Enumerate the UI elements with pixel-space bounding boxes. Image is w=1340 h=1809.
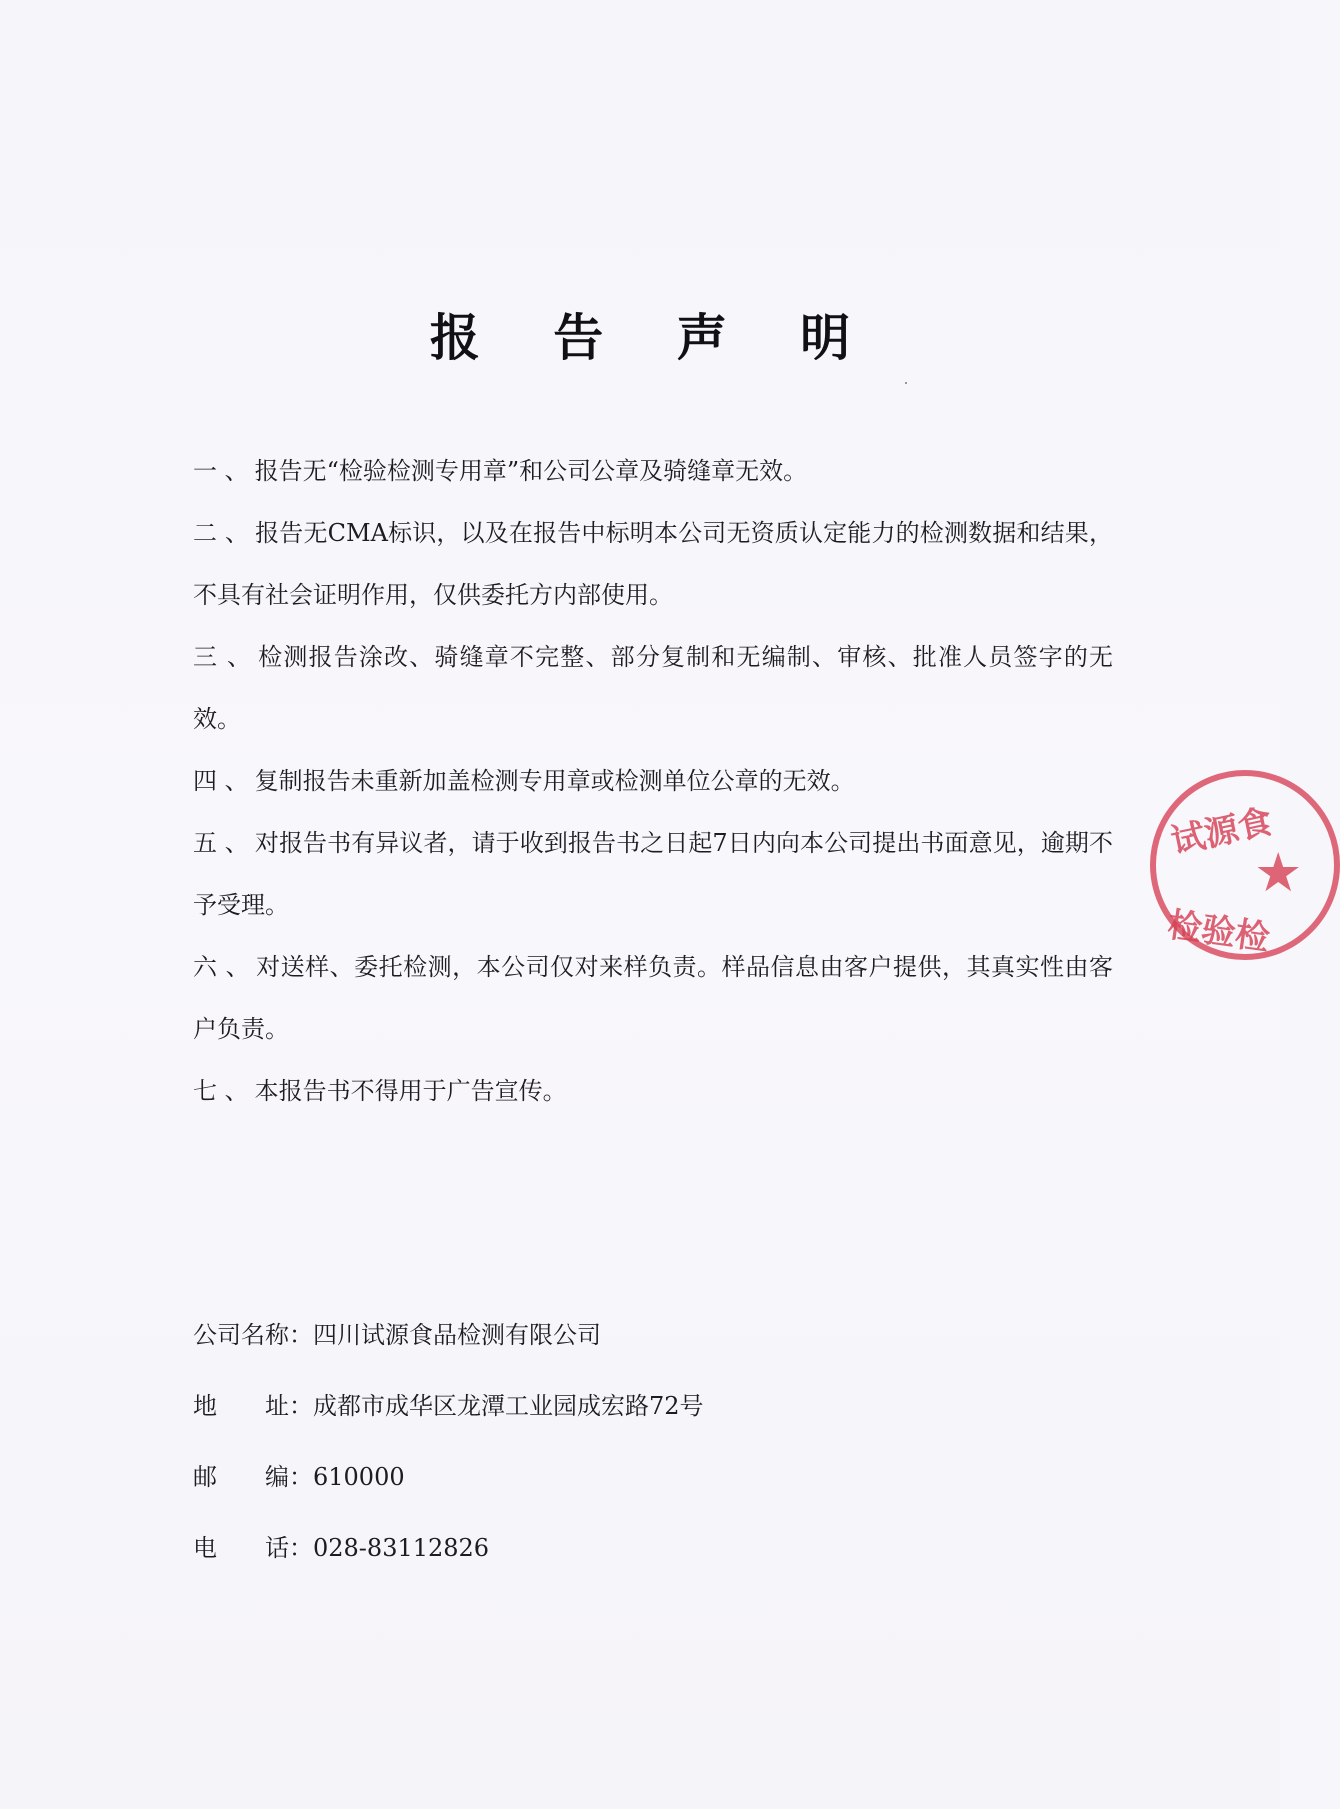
seal-text-top: 试源食 — [1167, 801, 1276, 863]
address-label: 地 址： — [193, 1392, 313, 1420]
paper-speck — [905, 382, 907, 384]
clause-item — [193, 1060, 1113, 1122]
clause-number: 七 、 — [193, 1077, 249, 1105]
company-name-value: 四川试源食品检测有限公司 — [313, 1321, 601, 1349]
postcode-row — [193, 1442, 1093, 1513]
star-icon: ★ — [1254, 841, 1303, 904]
clause-text: 对送样、委托检测，本公司仅对来样负责。样品信息由客户提供，其真实性由客户负责。 — [193, 953, 1113, 1043]
clause-item — [193, 812, 1113, 936]
clause-text: 报告无CMA标识，以及在报告中标明本公司无资质认定能力的检测数据和结果，不具有社会证明作用，仅供委托方内部使用。 — [193, 519, 1113, 609]
phone-label: 电 话： — [193, 1534, 313, 1562]
phone-row — [193, 1513, 1093, 1584]
clause-text: 本报告书不得用于广告宣传。 — [254, 1077, 567, 1105]
clause-number: 三 、 — [193, 643, 253, 671]
page-title: 报 告 声 明 — [429, 309, 879, 367]
clause-list — [193, 440, 1113, 1122]
company-info — [193, 1300, 1093, 1584]
clause-number: 一 、 — [193, 457, 249, 485]
clause-item — [193, 502, 1113, 626]
postcode-label: 邮 编： — [193, 1463, 313, 1491]
clause-item — [193, 626, 1113, 750]
clause-number: 六 、 — [193, 953, 251, 981]
clause-number: 五 、 — [193, 829, 249, 857]
clause-item — [193, 750, 1113, 812]
company-name-label: 公司名称： — [193, 1321, 313, 1349]
clause-text: 对报告书有异议者，请于收到报告书之日起7日内向本公司提出书面意见，逾期不予受理。 — [193, 829, 1113, 919]
company-name-row — [193, 1300, 1093, 1371]
clause-text: 报告无“检验检测专用章”和公司公章及骑缝章无效。 — [254, 457, 808, 485]
clause-item — [193, 936, 1113, 1060]
postcode-value: 610000 — [313, 1463, 405, 1491]
phone-value: 028-83112826 — [313, 1534, 490, 1562]
clause-item — [193, 440, 1113, 502]
address-row — [193, 1371, 1093, 1442]
address-value: 成都市成华区龙潭工业园成宏路72号 — [313, 1392, 704, 1420]
clause-text: 检测报告涂改、骑缝章不完整、部分复制和无编制、审核、批准人员签字的无效。 — [193, 643, 1113, 733]
clause-number: 四 、 — [193, 767, 249, 795]
clause-text: 复制报告未重新加盖检测专用章或检测单位公章的无效。 — [254, 767, 855, 795]
clause-number: 二 、 — [193, 519, 250, 547]
official-seal — [1150, 770, 1340, 960]
seal-text-bottom: 检验检 — [1165, 905, 1272, 959]
